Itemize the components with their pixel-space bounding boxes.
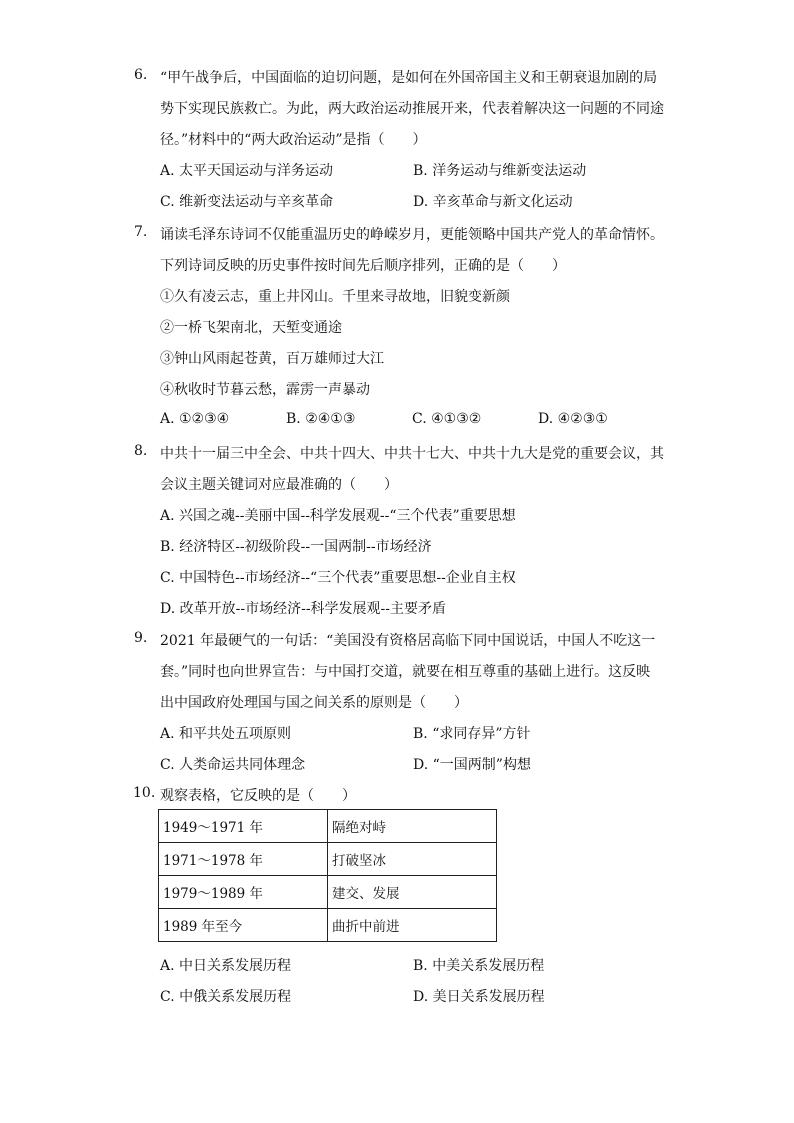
table-row	[159, 843, 497, 876]
option-b[interactable]: B. “求同存异”方针	[413, 726, 531, 742]
table-cell-period: 1979～1989 年	[159, 876, 328, 909]
question-stem-line: 中共十一届三中全会、中共十四大、中共十七大、中共十九大是党的重要会议，其	[160, 446, 664, 462]
table-row	[159, 810, 497, 843]
option-c[interactable]: C. ④①③②	[412, 411, 482, 427]
question-stem-line: “甲午战争后，中国面临的迫切问题，是如何在外国帝国主义和王朝衰退加剧的局	[160, 70, 658, 86]
option-a[interactable]: A. ①②③④	[160, 411, 230, 427]
table-cell-period: 1949～1971 年	[159, 810, 328, 843]
relations-table	[158, 809, 497, 942]
question-number: 9.	[134, 630, 148, 646]
option-a[interactable]: A. 和平共处五项原则	[160, 726, 292, 742]
option-d[interactable]: D. ④②③①	[538, 411, 608, 427]
question-stem-line: 2021 年最硬气的一句话：“美国没有资格居高临下同中国说话，中国人不吃这一	[160, 633, 656, 649]
question-stem-line: 套。”同时也向世界宣告：与中国打交道，就要在相互尊重的基础上进行。这反映	[160, 664, 651, 680]
option-b[interactable]: B. 洋务运动与维新变法运动	[413, 163, 587, 179]
option-d[interactable]: D. 改革开放--市场经济--科学发展观--主要矛盾	[160, 601, 447, 617]
poem-line: ①久有凌云志，重上井冈山。千里来寻故地，旧貌变新颜	[160, 289, 510, 305]
option-a[interactable]: A. 太平天国运动与洋务运动	[160, 163, 334, 179]
question-stem-line: 下列诗词反映的历史事件按时间先后顺序排列，正确的是（ ）	[160, 258, 566, 274]
question-stem-line: 观察表格，它反映的是（ ）	[160, 788, 356, 804]
option-c[interactable]: C. 维新变法运动与辛亥革命	[160, 194, 334, 210]
table-cell-period: 1971～1978 年	[159, 843, 328, 876]
option-d[interactable]: D. “一国两制”构想	[413, 757, 531, 773]
option-a[interactable]: A. 中日关系发展历程	[160, 958, 292, 974]
question-number: 8.	[134, 443, 148, 459]
table-cell-status: 建交、发展	[328, 876, 497, 909]
poem-line: ②一桥飞架南北，天堑变通途	[160, 320, 342, 336]
table-row	[159, 909, 497, 942]
option-d[interactable]: D. 辛亥革命与新文化运动	[413, 194, 573, 210]
question-stem-line: 出中国政府处理国与国之间关系的原则是（ ）	[160, 695, 468, 711]
option-b[interactable]: B. 经济特区--初级阶段--一国两制--市场经济	[160, 539, 432, 555]
option-c[interactable]: C. 人类命运共同体理念	[160, 757, 306, 773]
option-c[interactable]: C. 中俄关系发展历程	[160, 989, 292, 1005]
table-cell-status: 曲折中前进	[328, 909, 497, 942]
option-a[interactable]: A. 兴国之魂--美丽中国--科学发展观--“三个代表”重要思想	[160, 508, 516, 524]
option-b[interactable]: B. 中美关系发展历程	[413, 958, 545, 974]
table-cell-status: 隔绝对峙	[328, 810, 497, 843]
poem-line: ③钟山风雨起苍黄，百万雄师过大江	[160, 351, 384, 367]
question-stem-line: 诵读毛泽东诗词不仅能重温历史的峥嵘岁月，更能领略中国共产党人的革命情怀。	[160, 227, 664, 243]
question-number: 7.	[134, 224, 148, 240]
table-cell-period: 1989 年至今	[159, 909, 328, 942]
question-stem-line: 径。”材料中的“两大政治运动”是指（ ）	[160, 132, 427, 148]
question-number: 6.	[134, 67, 148, 83]
option-b[interactable]: B. ②④①③	[286, 411, 356, 427]
option-c[interactable]: C. 中国特色--市场经济--“三个代表”重要思想--企业自主权	[160, 570, 516, 586]
poem-line: ④秋收时节暮云愁，霹雳一声暴动	[160, 382, 370, 398]
table-cell-status: 打破坚冰	[328, 843, 497, 876]
question-stem-line: 势下实现民族救亡。为此，两大政治运动推展开来，代表着解决这一问题的不同途	[160, 101, 664, 117]
option-d[interactable]: D. 美日关系发展历程	[413, 989, 545, 1005]
table-row	[159, 876, 497, 909]
question-stem-line: 会议主题关键词对应最准确的（ ）	[160, 477, 398, 493]
question-number: 10.	[133, 785, 156, 801]
